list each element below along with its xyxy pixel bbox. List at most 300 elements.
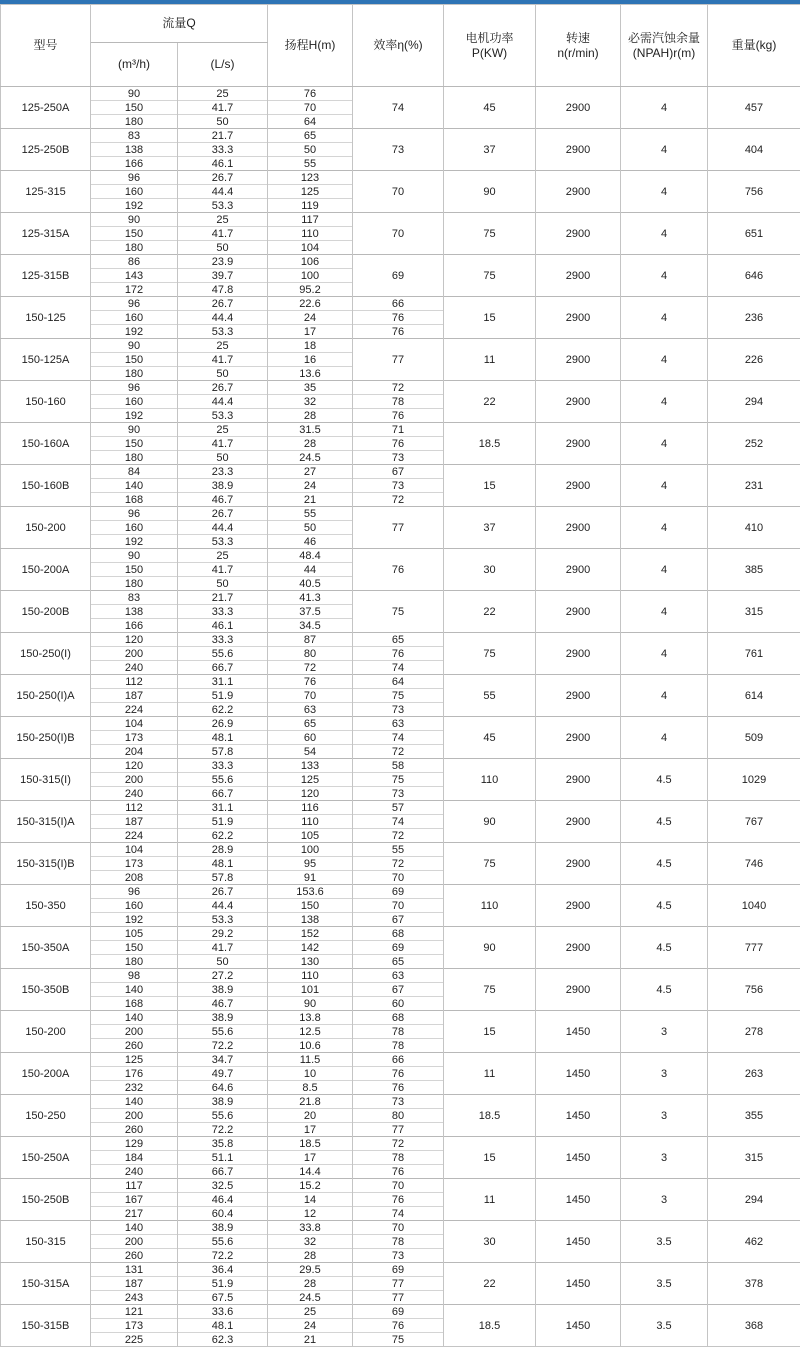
npsh-cell: 4 [621,423,708,465]
weight-cell: 294 [708,381,800,423]
eff-cell: 76 [353,325,444,339]
flow-ls-cell: 50 [178,955,268,969]
flow-ls-cell: 62.2 [178,703,268,717]
eff-cell: 73 [353,479,444,493]
model-cell: 150-250(I)A [1,675,91,717]
flow-m3h-cell: 150 [91,101,178,115]
head-cell: 63 [268,703,353,717]
flow-ls-cell: 57.8 [178,745,268,759]
flow-ls-cell: 66.7 [178,661,268,675]
head-cell: 64 [268,115,353,129]
power-cell: 15 [444,297,536,339]
flow-m3h-cell: 180 [91,577,178,591]
flow-m3h-cell: 184 [91,1151,178,1165]
head-cell: 50 [268,143,353,157]
speed-cell: 1450 [536,1305,621,1347]
flow-m3h-cell: 200 [91,1109,178,1123]
flow-ls-cell: 26.7 [178,885,268,899]
head-cell: 60 [268,731,353,745]
eff-cell: 68 [353,927,444,941]
table-row [1,927,800,941]
eff-cell: 65 [353,633,444,647]
eff-cell: 67 [353,465,444,479]
table-row [1,675,800,689]
eff-cell: 77 [353,339,444,381]
eff-cell: 67 [353,983,444,997]
flow-m3h-cell: 138 [91,143,178,157]
head-cell: 8.5 [268,1081,353,1095]
flow-ls-cell: 25 [178,339,268,353]
head-cell: 17 [268,325,353,339]
model-cell: 150-250 [1,1095,91,1137]
flow-m3h-cell: 192 [91,913,178,927]
flow-m3h-cell: 83 [91,591,178,605]
flow-m3h-cell: 96 [91,507,178,521]
flow-ls-cell: 46.7 [178,493,268,507]
head-cell: 95.2 [268,283,353,297]
eff-cell: 77 [353,507,444,549]
flow-ls-cell: 44.4 [178,185,268,199]
speed-cell: 2900 [536,171,621,213]
weight-cell: 767 [708,801,800,843]
model-cell: 150-350 [1,885,91,927]
head-cell: 13.8 [268,1011,353,1025]
eff-cell: 80 [353,1109,444,1123]
head-cell: 24 [268,479,353,493]
flow-ls-cell: 72.2 [178,1123,268,1137]
eff-cell: 58 [353,759,444,773]
table-row [1,213,800,227]
eff-cell: 78 [353,1151,444,1165]
weight-cell: 509 [708,717,800,759]
head-cell: 130 [268,955,353,969]
flow-m3h-cell: 150 [91,941,178,955]
weight-cell: 1029 [708,759,800,801]
eff-cell: 78 [353,1235,444,1249]
head-cell: 41.3 [268,591,353,605]
head-cell: 105 [268,829,353,843]
head-cell: 25 [268,1305,353,1319]
model-cell: 150-315(I) [1,759,91,801]
model-cell: 125-250B [1,129,91,171]
eff-cell: 70 [353,899,444,913]
flow-ls-cell: 33.3 [178,605,268,619]
eff-cell: 66 [353,1053,444,1067]
col-header-model: 型号 [1,5,91,87]
head-cell: 17 [268,1151,353,1165]
head-cell: 100 [268,843,353,857]
flow-m3h-cell: 117 [91,1179,178,1193]
weight-cell: 355 [708,1095,800,1137]
power-cell: 15 [444,465,536,507]
flow-ls-cell: 41.7 [178,563,268,577]
speed-cell: 1450 [536,1179,621,1221]
flow-ls-cell: 28.9 [178,843,268,857]
power-cell: 22 [444,1263,536,1305]
head-cell: 14.4 [268,1165,353,1179]
power-cell: 90 [444,801,536,843]
flow-ls-cell: 31.1 [178,801,268,815]
head-cell: 125 [268,185,353,199]
table-row [1,465,800,479]
flow-m3h-cell: 90 [91,87,178,101]
head-cell: 14 [268,1193,353,1207]
power-cell: 18.5 [444,1305,536,1347]
flow-m3h-cell: 168 [91,997,178,1011]
flow-m3h-cell: 187 [91,815,178,829]
npsh-cell: 4.5 [621,759,708,801]
flow-ls-cell: 36.4 [178,1263,268,1277]
flow-ls-cell: 48.1 [178,857,268,871]
flow-ls-cell: 48.1 [178,731,268,745]
model-cell: 150-160 [1,381,91,423]
flow-m3h-cell: 224 [91,703,178,717]
flow-ls-cell: 62.2 [178,829,268,843]
eff-cell: 76 [353,409,444,423]
eff-cell: 76 [353,647,444,661]
eff-cell: 63 [353,717,444,731]
table-row [1,549,800,563]
head-cell: 27 [268,465,353,479]
power-cell: 22 [444,381,536,423]
table-row [1,1053,800,1067]
flow-ls-cell: 48.1 [178,1319,268,1333]
power-cell: 75 [444,633,536,675]
head-cell: 12 [268,1207,353,1221]
head-cell: 133 [268,759,353,773]
flow-ls-cell: 41.7 [178,941,268,955]
model-cell: 150-315B [1,1305,91,1347]
eff-cell: 76 [353,1165,444,1179]
flow-ls-cell: 33.3 [178,143,268,157]
table-row [1,801,800,815]
speed-cell: 2900 [536,297,621,339]
speed-cell: 2900 [536,801,621,843]
flow-ls-cell: 50 [178,367,268,381]
eff-cell: 73 [353,1249,444,1263]
flow-m3h-cell: 168 [91,493,178,507]
speed-cell: 1450 [536,1221,621,1263]
eff-cell: 71 [353,423,444,437]
head-cell: 123 [268,171,353,185]
model-cell: 150-250(I)B [1,717,91,759]
table-row [1,423,800,437]
weight-cell: 404 [708,129,800,171]
table-row [1,381,800,395]
flow-ls-cell: 21.7 [178,591,268,605]
flow-ls-cell: 41.7 [178,353,268,367]
power-cell: 45 [444,717,536,759]
speed-cell: 2900 [536,423,621,465]
speed-cell: 2900 [536,843,621,885]
head-cell: 10.6 [268,1039,353,1053]
flow-ls-cell: 33.3 [178,633,268,647]
flow-ls-cell: 55.6 [178,773,268,787]
flow-ls-cell: 55.6 [178,647,268,661]
flow-m3h-cell: 180 [91,367,178,381]
speed-cell: 2900 [536,633,621,675]
flow-ls-cell: 25 [178,213,268,227]
flow-m3h-cell: 160 [91,521,178,535]
flow-ls-cell: 44.4 [178,899,268,913]
flow-ls-cell: 38.9 [178,1095,268,1109]
flow-m3h-cell: 180 [91,451,178,465]
power-cell: 75 [444,843,536,885]
flow-m3h-cell: 140 [91,1095,178,1109]
flow-m3h-cell: 166 [91,157,178,171]
head-cell: 76 [268,675,353,689]
flow-m3h-cell: 260 [91,1123,178,1137]
flow-m3h-cell: 86 [91,255,178,269]
flow-m3h-cell: 172 [91,283,178,297]
eff-cell: 75 [353,689,444,703]
flow-m3h-cell: 120 [91,633,178,647]
flow-ls-cell: 25 [178,549,268,563]
flow-ls-cell: 33.3 [178,759,268,773]
model-cell: 150-200A [1,1053,91,1095]
flow-m3h-cell: 140 [91,1221,178,1235]
head-cell: 110 [268,227,353,241]
head-cell: 37.5 [268,605,353,619]
model-cell: 150-315(I)B [1,843,91,885]
eff-cell: 74 [353,661,444,675]
head-cell: 28 [268,409,353,423]
speed-cell: 1450 [536,1095,621,1137]
power-cell: 15 [444,1011,536,1053]
speed-cell: 2900 [536,759,621,801]
model-cell: 150-125 [1,297,91,339]
flow-ls-cell: 66.7 [178,1165,268,1179]
flow-m3h-cell: 150 [91,563,178,577]
weight-cell: 315 [708,1137,800,1179]
flow-ls-cell: 38.9 [178,1221,268,1235]
head-cell: 55 [268,157,353,171]
head-cell: 142 [268,941,353,955]
npsh-cell: 4.5 [621,885,708,927]
col-header-efficiency: 效率η(%) [353,5,444,87]
weight-cell: 614 [708,675,800,717]
table-row [1,633,800,647]
speed-cell: 2900 [536,927,621,969]
weight-cell: 646 [708,255,800,297]
head-cell: 106 [268,255,353,269]
head-cell: 21.8 [268,1095,353,1109]
speed-cell: 1450 [536,1053,621,1095]
weight-cell: 278 [708,1011,800,1053]
flow-m3h-cell: 200 [91,773,178,787]
head-cell: 100 [268,269,353,283]
model-cell: 150-200A [1,549,91,591]
col-header-npsh [621,5,708,87]
npsh-cell: 4 [621,591,708,633]
flow-m3h-cell: 208 [91,871,178,885]
table-row [1,171,800,185]
flow-ls-cell: 27.2 [178,969,268,983]
flow-ls-cell: 51.9 [178,815,268,829]
head-cell: 70 [268,101,353,115]
flow-m3h-cell: 112 [91,801,178,815]
flow-m3h-cell: 200 [91,647,178,661]
head-cell: 55 [268,507,353,521]
eff-cell: 70 [353,871,444,885]
npsh-cell: 3.5 [621,1263,708,1305]
col-header-power [444,5,536,87]
head-cell: 11.5 [268,1053,353,1067]
flow-m3h-cell: 96 [91,381,178,395]
flow-ls-cell: 33.6 [178,1305,268,1319]
flow-ls-cell: 35.8 [178,1137,268,1151]
flow-m3h-cell: 150 [91,437,178,451]
flow-ls-cell: 23.3 [178,465,268,479]
flow-ls-cell: 47.8 [178,283,268,297]
flow-m3h-cell: 240 [91,661,178,675]
eff-cell: 73 [353,1095,444,1109]
flow-m3h-cell: 84 [91,465,178,479]
flow-ls-cell: 64.6 [178,1081,268,1095]
head-cell: 12.5 [268,1025,353,1039]
flow-m3h-cell: 90 [91,549,178,563]
head-cell: 13.6 [268,367,353,381]
flow-m3h-cell: 83 [91,129,178,143]
eff-cell: 77 [353,1123,444,1137]
speed-cell: 2900 [536,969,621,1011]
npsh-cell: 4.5 [621,801,708,843]
flow-m3h-cell: 180 [91,955,178,969]
flow-m3h-cell: 138 [91,605,178,619]
flow-m3h-cell: 167 [91,1193,178,1207]
npsh-cell: 4 [621,213,708,255]
head-cell: 76 [268,87,353,101]
eff-cell: 72 [353,745,444,759]
power-cell: 37 [444,129,536,171]
speed-cell: 1450 [536,1011,621,1053]
head-cell: 44 [268,563,353,577]
table-row [1,87,800,101]
flow-ls-cell: 46.1 [178,619,268,633]
speed-cell: 2900 [536,549,621,591]
flow-ls-cell: 72.2 [178,1249,268,1263]
weight-cell: 756 [708,171,800,213]
power-cell: 15 [444,1137,536,1179]
flow-m3h-cell: 260 [91,1249,178,1263]
eff-cell: 73 [353,451,444,465]
table-row [1,129,800,143]
npsh-cell: 3.5 [621,1305,708,1347]
table-body [1,87,800,1347]
eff-cell: 76 [353,549,444,591]
head-cell: 119 [268,199,353,213]
speed-cell: 2900 [536,591,621,633]
eff-cell: 70 [353,1221,444,1235]
flow-m3h-cell: 187 [91,689,178,703]
eff-cell: 55 [353,843,444,857]
head-cell: 110 [268,815,353,829]
head-cell: 72 [268,661,353,675]
eff-cell: 68 [353,1011,444,1025]
flow-ls-cell: 50 [178,115,268,129]
head-cell: 40.5 [268,577,353,591]
weight-cell: 1040 [708,885,800,927]
table-row [1,1137,800,1151]
npsh-cell: 4 [621,87,708,129]
speed-cell: 2900 [536,507,621,549]
flow-m3h-cell: 260 [91,1039,178,1053]
model-cell: 150-315A [1,1263,91,1305]
power-cell: 55 [444,675,536,717]
head-cell: 15.2 [268,1179,353,1193]
npsh-cell: 3 [621,1053,708,1095]
weight-cell: 294 [708,1179,800,1221]
eff-cell: 70 [353,1179,444,1193]
speed-cell: 1450 [536,1137,621,1179]
weight-cell: 252 [708,423,800,465]
flow-m3h-cell: 90 [91,213,178,227]
eff-cell: 69 [353,1263,444,1277]
head-cell: 21 [268,493,353,507]
model-cell: 150-350B [1,969,91,1011]
speed-cell: 2900 [536,381,621,423]
flow-m3h-cell: 140 [91,983,178,997]
eff-cell: 76 [353,437,444,451]
flow-ls-cell: 53.3 [178,535,268,549]
head-cell: 22.6 [268,297,353,311]
eff-cell: 72 [353,1137,444,1151]
model-cell: 125-250A [1,87,91,129]
head-cell: 28 [268,1249,353,1263]
flow-m3h-cell: 166 [91,619,178,633]
flow-m3h-cell: 160 [91,185,178,199]
flow-m3h-cell: 98 [91,969,178,983]
power-cell: 18.5 [444,423,536,465]
flow-m3h-cell: 200 [91,1025,178,1039]
eff-cell: 69 [353,885,444,899]
npsh-cell: 4.5 [621,843,708,885]
npsh-cell: 4 [621,339,708,381]
weight-cell: 378 [708,1263,800,1305]
head-cell: 70 [268,689,353,703]
model-cell: 125-315 [1,171,91,213]
col-header-flow-ls: (L/s) [178,43,268,87]
eff-cell: 73 [353,129,444,171]
flow-ls-cell: 39.7 [178,269,268,283]
flow-m3h-cell: 96 [91,297,178,311]
flow-m3h-cell: 143 [91,269,178,283]
flow-ls-cell: 55.6 [178,1235,268,1249]
eff-cell: 73 [353,787,444,801]
model-cell: 150-200 [1,507,91,549]
speed-cell: 2900 [536,339,621,381]
flow-ls-cell: 21.7 [178,129,268,143]
flow-m3h-cell: 192 [91,535,178,549]
power-cell: 22 [444,591,536,633]
table-row [1,1305,800,1319]
head-cell: 65 [268,717,353,731]
head-cell: 101 [268,983,353,997]
flow-ls-cell: 50 [178,577,268,591]
flow-m3h-cell: 150 [91,353,178,367]
table-row [1,843,800,857]
head-cell: 152 [268,927,353,941]
power-cell: 75 [444,255,536,297]
flow-ls-cell: 55.6 [178,1025,268,1039]
flow-ls-cell: 32.5 [178,1179,268,1193]
flow-ls-cell: 26.7 [178,297,268,311]
speed-header-line1: 转速 [566,31,590,45]
flow-ls-cell: 53.3 [178,199,268,213]
flow-m3h-cell: 243 [91,1291,178,1305]
head-cell: 117 [268,213,353,227]
head-cell: 110 [268,969,353,983]
